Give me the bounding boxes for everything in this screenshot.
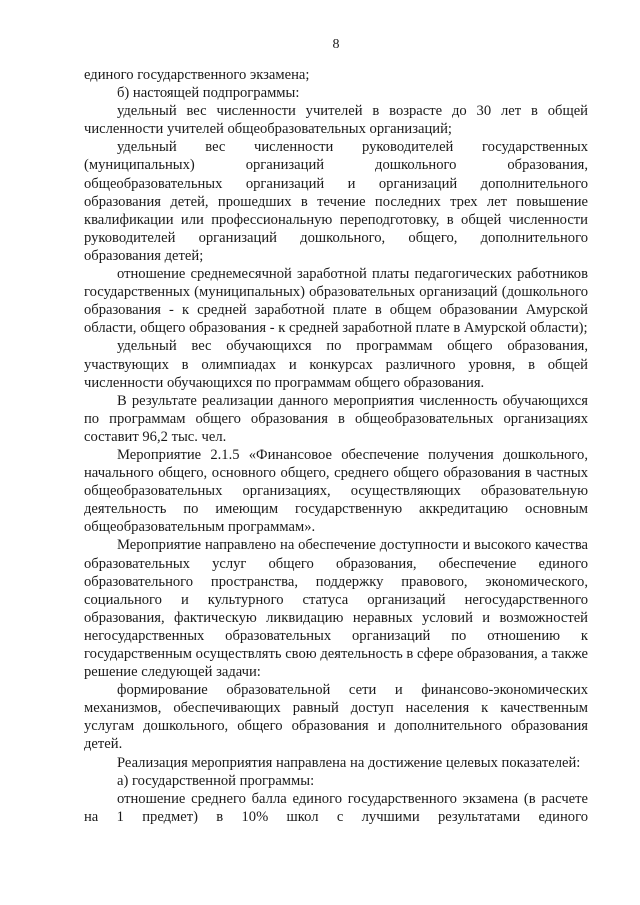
paragraph: Мероприятие 2.1.5 «Финансовое обеспечение получения дошкольного, начального общего, основного общего, среднего общего образования в частных общеобразовательных организациях, осуществляющих образовательную деятельность по имеющим государственную аккредитацию основным общеобразовательным программам». xyxy=(84,446,588,536)
paragraph: формирование образовательной сети и финансово-экономических механизмов, обеспечивающих равный доступ населения к качественным услугам дошкольного, общего образования и дополнительного образования детей. xyxy=(84,682,588,753)
paragraph: единого государственного экзамена; xyxy=(84,67,310,83)
paragraph: а) государственной программы: xyxy=(117,772,315,789)
paragraph: удельный вес обучающихся по программам общего образования, участвующих в олимпиадах и конкурсах различного уровня, в общей численности обучающихся по программам общего образования. xyxy=(84,338,588,391)
paragraph: б) настоящей подпрограммы: xyxy=(117,85,300,102)
paragraph: Реализация мероприятия направлена на достижение целевых показателей: xyxy=(117,754,581,771)
paragraph: удельный вес численности учителей в возрасте до 30 лет в общей численности учителей общеобразовательных организаций; xyxy=(84,103,588,138)
paragraph: отношение среднемесячной заработной платы педагогических работников государственных (муниципальных) образовательных организаций (дошкольного образования - к средней заработной плате в общем образовании Амурской области, общего образования - к средней заработной плате в Амурской области); xyxy=(84,266,588,337)
paragraph: В результате реализации данного мероприятия численность обучающихся по программам общего образования в общеобразовательных организациях составит 96,2 тыс. чел. xyxy=(84,392,588,445)
paragraph: отношение среднего балла единого государственного экзамена (в расчете на 1 предмет) в 10% школ с лучшими результатами единого xyxy=(84,790,588,825)
paragraph: Мероприятие направлено на обеспечение доступности и высокого качества образовательных услуг общего образования, обеспечение единого образовательного пространства, поддержку правового, экономического, социального и культурного статуса организаций негосударственного образования, фактическую ликвидацию неравных условий и возможностей негосударственных образовательных организаций по отношению к государственным осуществлять свою деятельность в сфере образования, а также решение следующей задачи: xyxy=(84,537,588,681)
page-number: 8 xyxy=(332,37,340,52)
paragraph: удельный вес численности руководителей государственных (муниципальных) организаций дошкольного образования, общеобразовательных организаций и организаций дополнительного образования детей, прошедших в течение последних трех лет повышение квалификации или профессиональную переподготовку, в общей численности руководителей организаций дошкольного, общего, дополнительного образования детей; xyxy=(84,139,588,264)
document-body xyxy=(84,66,588,826)
